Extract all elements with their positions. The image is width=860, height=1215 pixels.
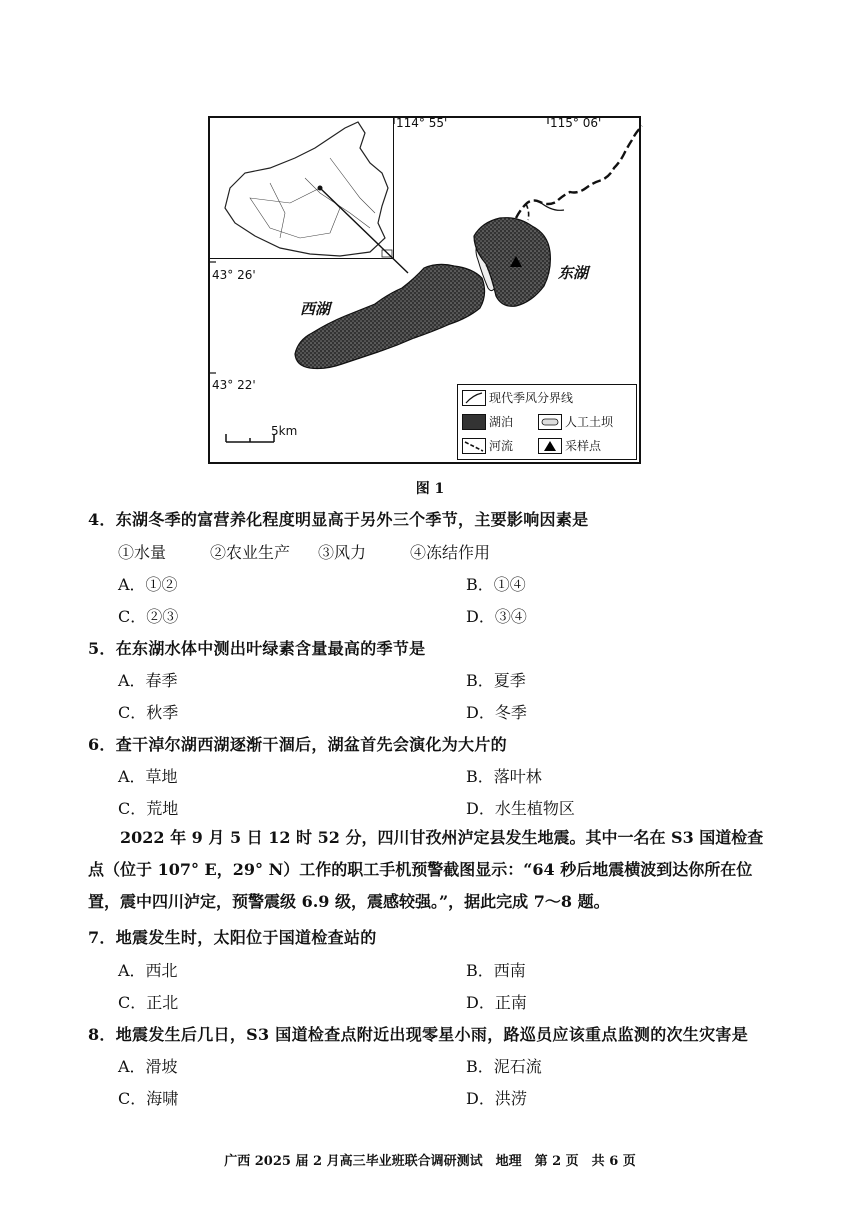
- question-8-option-d[interactable]: D．洪涝: [466, 1089, 527, 1108]
- coord-lat-bottom: 43° 22': [212, 378, 256, 392]
- monsoon-line-icon: [462, 390, 486, 406]
- question-7-option-b[interactable]: B．西南: [466, 961, 526, 980]
- coord-lon-right: 115° 06': [550, 116, 602, 130]
- legend: [457, 384, 637, 460]
- east-lake-label: 东湖: [558, 264, 589, 282]
- question-8-option-a[interactable]: A．滑坡: [118, 1057, 178, 1076]
- question-7-option-d[interactable]: D．正南: [466, 993, 527, 1012]
- question-5-option-c[interactable]: C．秋季: [118, 703, 179, 722]
- figure-caption: 图 1: [415, 481, 445, 497]
- question-8-option-c[interactable]: C．海啸: [118, 1089, 179, 1108]
- question-6-stem: 6．查干淖尔湖西湖逐渐干涸后，湖盆首先会演化为大片的: [88, 735, 507, 754]
- coord-lat-top: 43° 26': [212, 268, 256, 282]
- question-6-option-b[interactable]: B．落叶林: [466, 767, 542, 786]
- map-figure: [208, 116, 641, 464]
- question-4-sub-3: ③风力: [318, 543, 367, 562]
- question-6-option-c[interactable]: C．荒地: [118, 799, 179, 818]
- dam-swatch-icon: [538, 414, 562, 430]
- passage-earthquake: 2022 年 9 月 5 日 12 时 52 分，四川甘孜州泸定县发生地震。其中一名在 S3 国道检查点（位于 107° E，29° N）工作的职工手机预警截图显示：“64 秒后地震横波到达你所在位置，震中四川泸定，预警震级 6.9 级，震感较强。”，据此完成 7～8 题。: [88, 828, 764, 911]
- legend-item-dam: 人工土坝: [538, 413, 613, 430]
- question-5-option-b[interactable]: B．夏季: [466, 671, 526, 690]
- question-4-sub-4: ④冻结作用: [410, 543, 491, 562]
- scale-label: 5km: [271, 424, 298, 438]
- question-4-option-b[interactable]: B．①④: [466, 575, 526, 594]
- question-5-stem: 5．在东湖水体中测出叶绿素含量最高的季节是: [88, 639, 426, 658]
- question-5-option-d[interactable]: D．冬季: [466, 703, 527, 722]
- river-line-icon: [462, 438, 486, 454]
- question-7-stem: 7．地震发生时，太阳位于国道检查站的: [88, 928, 377, 947]
- legend-item-monsoon: 现代季风分界线: [462, 389, 573, 406]
- lake-swatch-icon: [462, 414, 486, 430]
- legend-item-sample: 采样点: [538, 437, 601, 454]
- legend-item-lake: 湖泊: [462, 413, 513, 430]
- coord-lon-left: 114° 55': [396, 116, 448, 130]
- question-4-sub-1: ①水量: [118, 543, 167, 562]
- river-line: [516, 126, 642, 218]
- question-8-stem: 8．地震发生后几日，S3 国道检查点附近出现零星小雨，路巡员应该重点监测的次生灾害是: [88, 1025, 748, 1044]
- triangle-icon: [538, 438, 562, 454]
- page-footer: 广西 2025 届 2 月高三毕业班联合调研测试 地理 第 2 页 共 6 页: [224, 1154, 636, 1169]
- question-7-option-a[interactable]: A．西北: [118, 961, 178, 980]
- question-4-option-c[interactable]: C．②③: [118, 607, 179, 626]
- question-4-option-d[interactable]: D．③④: [466, 607, 527, 626]
- question-4-stem: 4．东湖冬季的富营养化程度明显高于另外三个季节，主要影响因素是: [88, 510, 589, 529]
- inset-map: [210, 118, 394, 259]
- question-8-option-b[interactable]: B．泥石流: [466, 1057, 542, 1076]
- legend-item-river: 河流: [462, 437, 513, 454]
- question-4-option-a[interactable]: A．①②: [118, 575, 178, 594]
- question-5-option-a[interactable]: A．春季: [118, 671, 178, 690]
- question-7-option-c[interactable]: C．正北: [118, 993, 179, 1012]
- west-lake-label: 西湖: [300, 300, 331, 318]
- east-lake-shape: [474, 218, 550, 307]
- question-4-sub-2: ②农业生产: [210, 543, 291, 562]
- question-6-option-a[interactable]: A．草地: [118, 767, 178, 786]
- question-6-option-d[interactable]: D．水生植物区: [466, 799, 575, 818]
